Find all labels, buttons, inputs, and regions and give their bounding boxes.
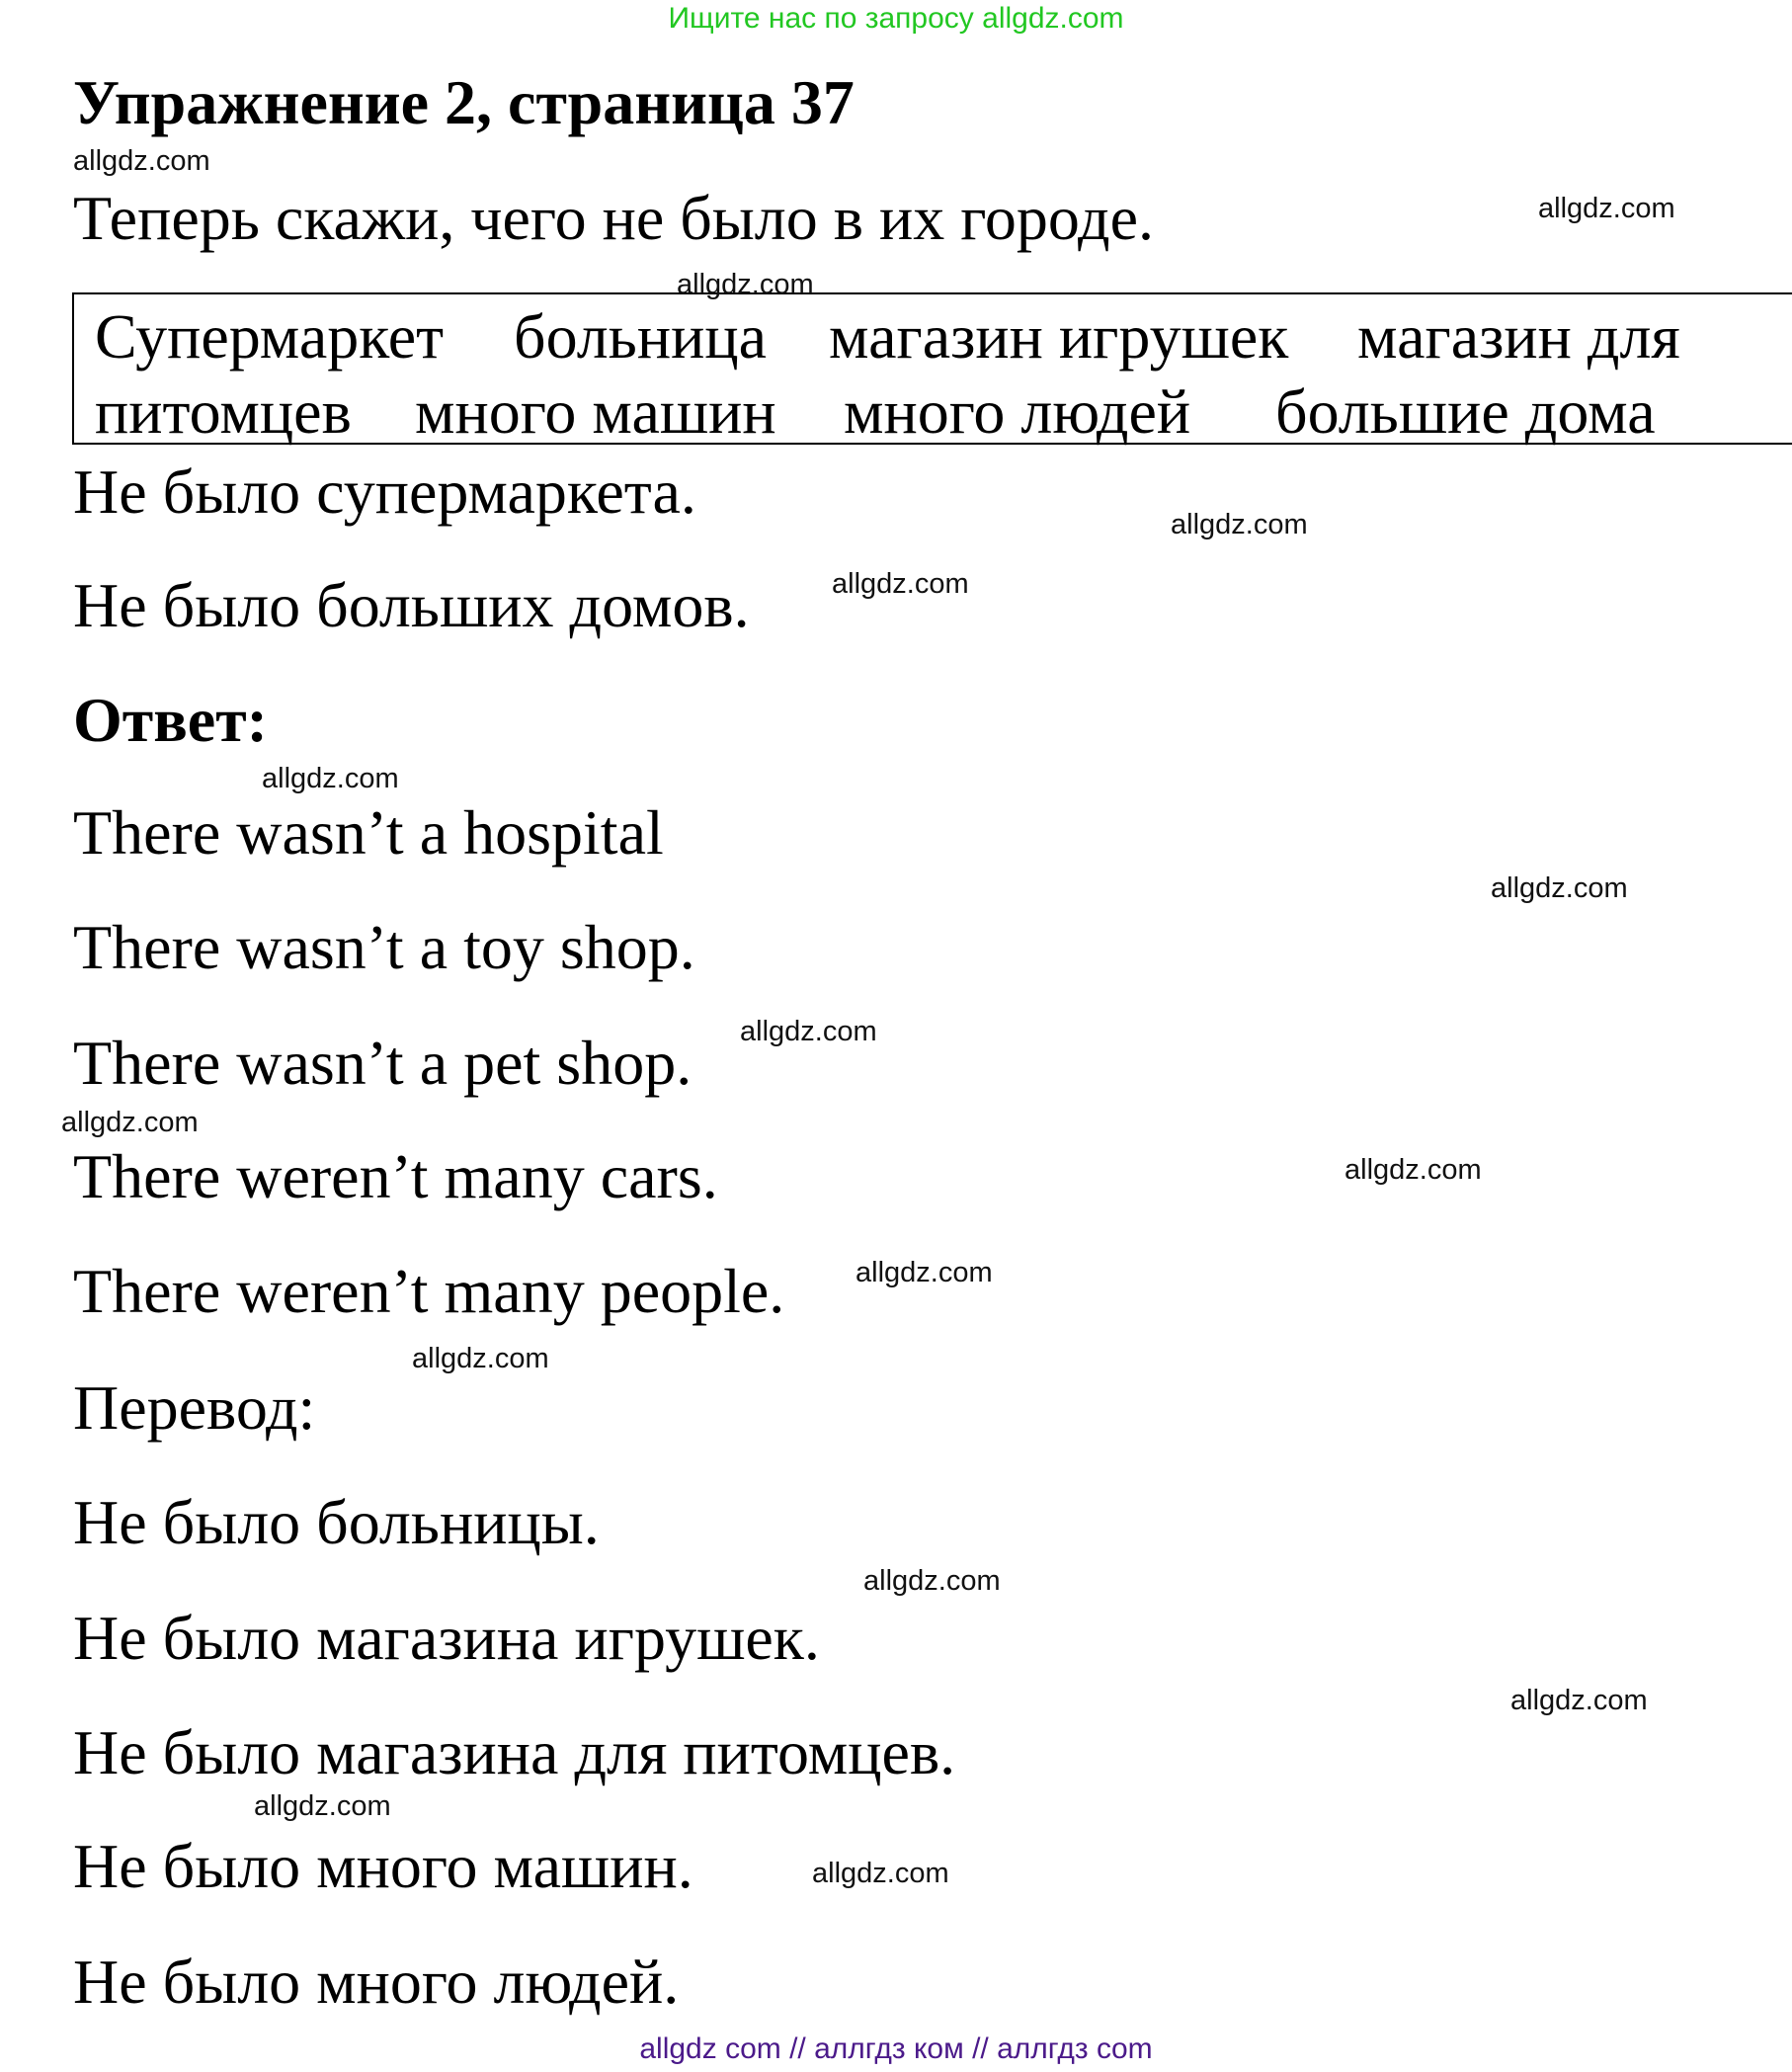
page-title: Упражнение 2, страница 37 bbox=[73, 67, 855, 137]
translation-line: Не было больницы. bbox=[73, 1487, 600, 1557]
watermark: allgdz.com bbox=[677, 269, 814, 300]
watermark: allgdz.com bbox=[61, 1107, 199, 1138]
translation-heading: Перевод: bbox=[73, 1372, 316, 1443]
translation-line: Не было много людей. bbox=[73, 1947, 680, 2017]
translation-line: Не было магазина для питомцев. bbox=[73, 1717, 956, 1787]
answer-line: There wasn’t a pet shop. bbox=[73, 1028, 692, 1098]
header-banner-link[interactable]: Ищите нас по запросу allgdz.com bbox=[668, 2, 1124, 35]
watermark: allgdz.com bbox=[832, 568, 969, 600]
watermark: allgdz.com bbox=[73, 145, 210, 177]
watermark: allgdz.com bbox=[254, 1790, 391, 1822]
word-box-item: большие дома bbox=[1275, 376, 1656, 447]
word-box-item: много машин bbox=[415, 376, 776, 447]
word-box-item: больница bbox=[514, 301, 767, 372]
word-box-item: Супермаркет bbox=[95, 301, 445, 372]
footer-link[interactable]: allgdz com // аллгдз ком // аллгдз com bbox=[639, 2032, 1153, 2065]
watermark: allgdz.com bbox=[1538, 193, 1675, 224]
word-box-item: магазин для bbox=[1357, 301, 1680, 372]
watermark: allgdz.com bbox=[863, 1565, 1001, 1597]
watermark: allgdz.com bbox=[855, 1257, 993, 1288]
watermark: allgdz.com bbox=[740, 1016, 877, 1047]
answer-line: There weren’t many cars. bbox=[73, 1141, 718, 1211]
answer-heading: Ответ: bbox=[73, 685, 268, 755]
word-box-item: питомцев bbox=[95, 376, 352, 447]
translation-line: Не было магазина игрушек. bbox=[73, 1603, 820, 1673]
answer-line: There weren’t many people. bbox=[73, 1256, 785, 1326]
watermark: allgdz.com bbox=[1510, 1685, 1648, 1716]
instruction: Теперь скажи, чего не было в их городе. bbox=[73, 183, 1154, 253]
answer-line: There wasn’t a hospital bbox=[73, 797, 664, 868]
watermark: allgdz.com bbox=[1171, 509, 1308, 540]
example-line: Не было супермаркета. bbox=[73, 456, 696, 527]
word-box-item: много людей bbox=[844, 376, 1191, 447]
watermark: allgdz.com bbox=[1344, 1154, 1482, 1186]
watermark: allgdz.com bbox=[412, 1343, 549, 1374]
answer-line: There wasn’t a toy shop. bbox=[73, 912, 695, 982]
watermark: allgdz.com bbox=[262, 763, 399, 794]
translation-line: Не было много машин. bbox=[73, 1831, 693, 1901]
word-box-item: магазин игрушек bbox=[829, 301, 1289, 372]
watermark: allgdz.com bbox=[812, 1858, 949, 1889]
example-line: Не было больших домов. bbox=[73, 570, 750, 640]
watermark: allgdz.com bbox=[1491, 872, 1628, 904]
